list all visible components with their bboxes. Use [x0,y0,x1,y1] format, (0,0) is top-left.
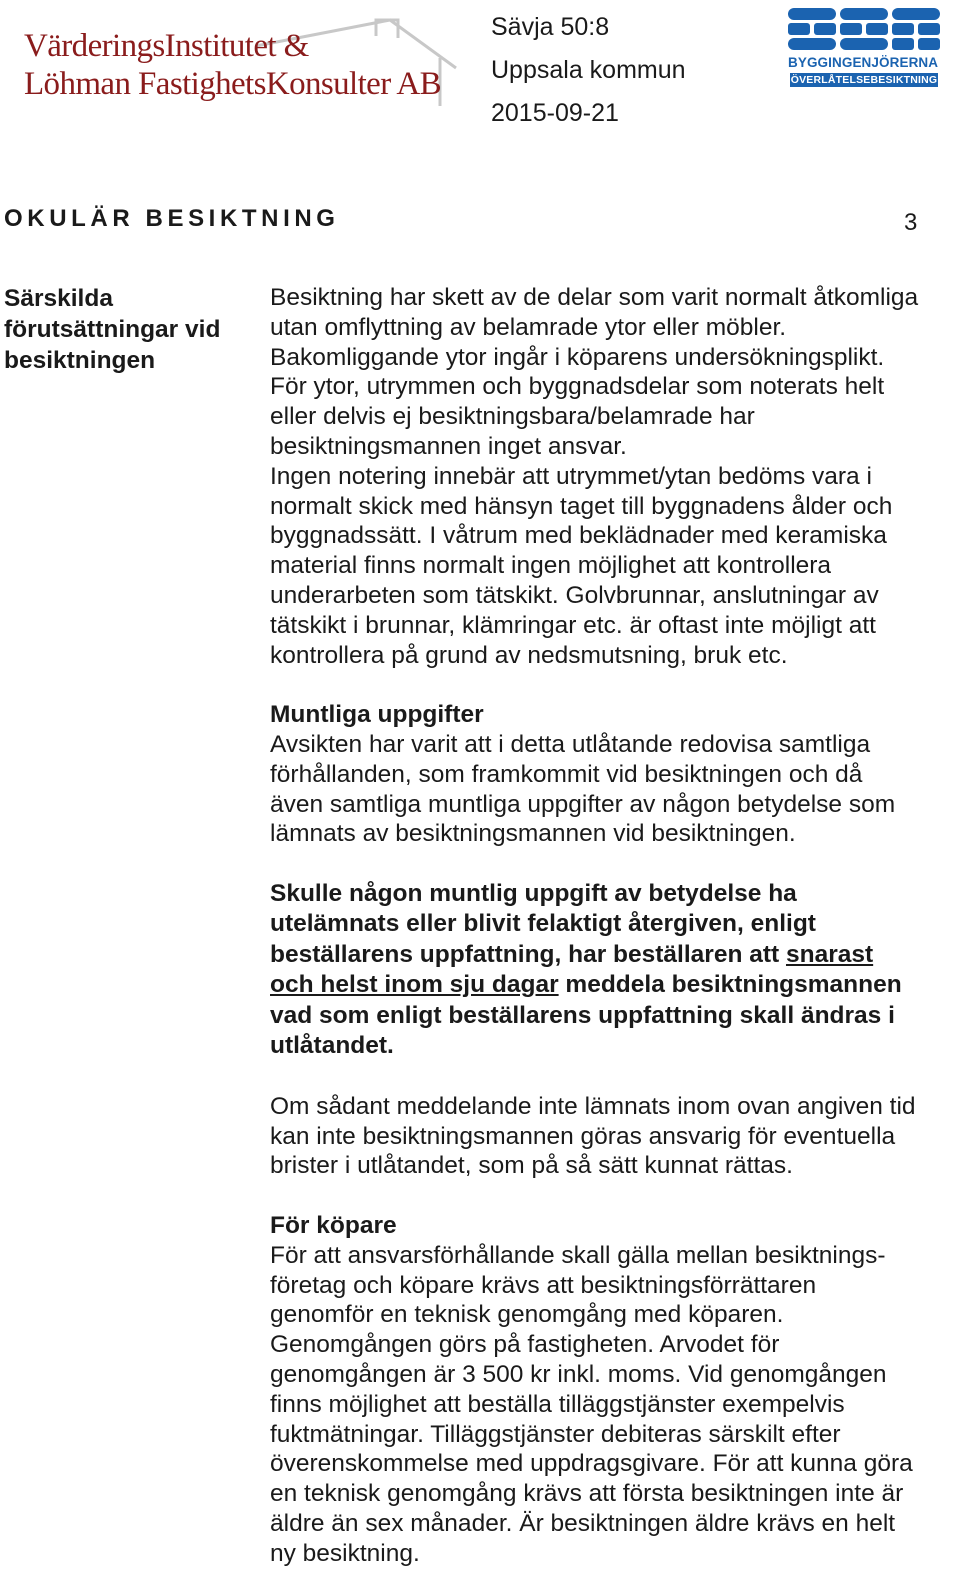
verbal-info-section [270,700,958,849]
text-line: material finns normalt ingen möjlighet att kontrollera [270,552,832,580]
buyer-section [270,1211,958,1569]
text-line: fuktmätningar. Tilläggstjänster debiteras särskilt efter [270,1420,841,1448]
notice-line: utlåtandet. [270,1032,394,1060]
text-line: en teknisk genomgång krävs att första besiktningen inte är [270,1480,904,1508]
text-line: eller delvis ej besiktningsbara/belamrade har [270,403,755,431]
notice-deadline-underlined: och helst inom sju dagar [270,971,559,999]
text-line: förhållanden, som framkommit vid besiktningen och då [270,760,863,788]
text-line: tätskikt i brunnar, klämringar etc. är oftast inte möjligt att [270,611,876,639]
text-line: ny besiktning. [270,1539,420,1567]
text-line: Avsikten har varit att i detta utlåtande redovisa samtliga [270,730,871,758]
notice-line: Skulle någon muntlig uppgift av betydelse ha [270,879,797,907]
partner-logo [786,6,944,88]
property-designation: Sävja 50:8 [491,13,610,41]
report-date: 2015-09-21 [491,99,619,127]
text-line: Om sådant meddelande inte lämnats inom ovan angiven tid [270,1092,916,1120]
company-logo-line2: Löhman FastighetsKonsulter AB [24,66,442,102]
text-line: För att ansvarsförhållande skall gälla mellan besiktnings- [270,1241,886,1269]
side-label-line: besiktningen [4,347,156,374]
text-line: kan inte besiktningsmannen göras ansvarig för eventuella [270,1122,896,1150]
text-line: finns möjlighet att beställa tilläggstjänster exempelvis [270,1390,845,1418]
side-label-line: Särskilda [4,285,113,312]
municipality: Uppsala kommun [491,56,686,84]
text-line: även samtliga muntliga uppgifter av någon betydelse som [270,790,896,818]
notice-line [270,970,958,1001]
side-label [4,283,254,376]
text-line: brister i utlåtandet, som på så sätt kunnat rättas. [270,1152,793,1180]
section-heading: OKULÄR BESIKTNING [4,205,340,232]
notice-line [270,940,958,971]
liability-paragraph [270,1092,958,1181]
partner-logo-line1: BYGGINGENJÖRERNA [788,55,939,70]
text-line: lämnats av besiktningsmannen vid besiktningen. [270,820,796,848]
side-label-line: förutsättningar vid [4,316,221,343]
text-line: äldre än sex månader. Är besiktningen äldre krävs en helt [270,1509,896,1537]
notice-deadline-underlined: snarast [785,940,874,968]
text-line: Genomgången görs på fastigheten. Arvodet för [270,1331,780,1359]
text-line: överenskommelse med uppdragsgivare. För att kunna göra [270,1450,913,1478]
text-line: byggnadssätt. I våtrum med beklädnader med keramiska [270,522,887,550]
text-line: underarbeten som tätskikt. Golvbrunnar, anslutningar av [270,581,879,609]
text-line: Bakomliggande ytor ingår i köparens undersökningsplikt. [270,343,885,371]
notice-line: utelämnats eller blivit felaktigt återgiven, enligt [270,910,816,938]
buyer-title: För köpare [270,1211,397,1239]
text-line: Besiktning har skett av de delar som varit normalt åtkomliga [270,284,919,311]
partner-logo-line2: ÖVERLÅTELSEBESIKTNING [790,74,938,86]
text-line: normalt skick med hänsyn taget till byggnadens ålder och [270,492,893,520]
notice-text: meddela besiktningsmannen [558,971,902,999]
text-line: genomgången är 3 500 kr inkl. moms. Vid genomgången [270,1360,887,1388]
text-line: Ingen notering innebär att utrymmet/ytan bedöms vara i [270,462,872,490]
text-line: kontrollera på grund av nedsmutsning, bruk etc. [270,641,788,669]
header-info [491,6,686,135]
text-line: För ytor, utrymmen och byggnadsdelar som noterats helt [270,373,885,401]
company-logo-line1: VärderingsInstitutet & [24,28,309,64]
text-line: utan omflyttning av belamrade ytor eller möbler. [270,313,787,341]
notice-paragraph [270,879,958,1062]
notice-text: beställarens uppfattning, har beställaren att [270,940,786,968]
notice-line: vad som enligt beställarens uppfattning skall ändras i [270,1001,895,1029]
page-number: 3 [904,209,918,236]
text-line: företag och köpare krävs att besiktningsförrättaren [270,1271,817,1299]
text-line: besiktningsmannen inget ansvar. [270,432,627,460]
main-text [270,283,958,1568]
text-line: genomför en teknisk genomgång med köparen. [270,1301,784,1329]
verbal-info-title: Muntliga uppgifter [270,701,484,729]
inspection-paragraph [270,283,958,670]
company-logo [18,8,458,108]
sbr-logo-icon [786,6,944,54]
